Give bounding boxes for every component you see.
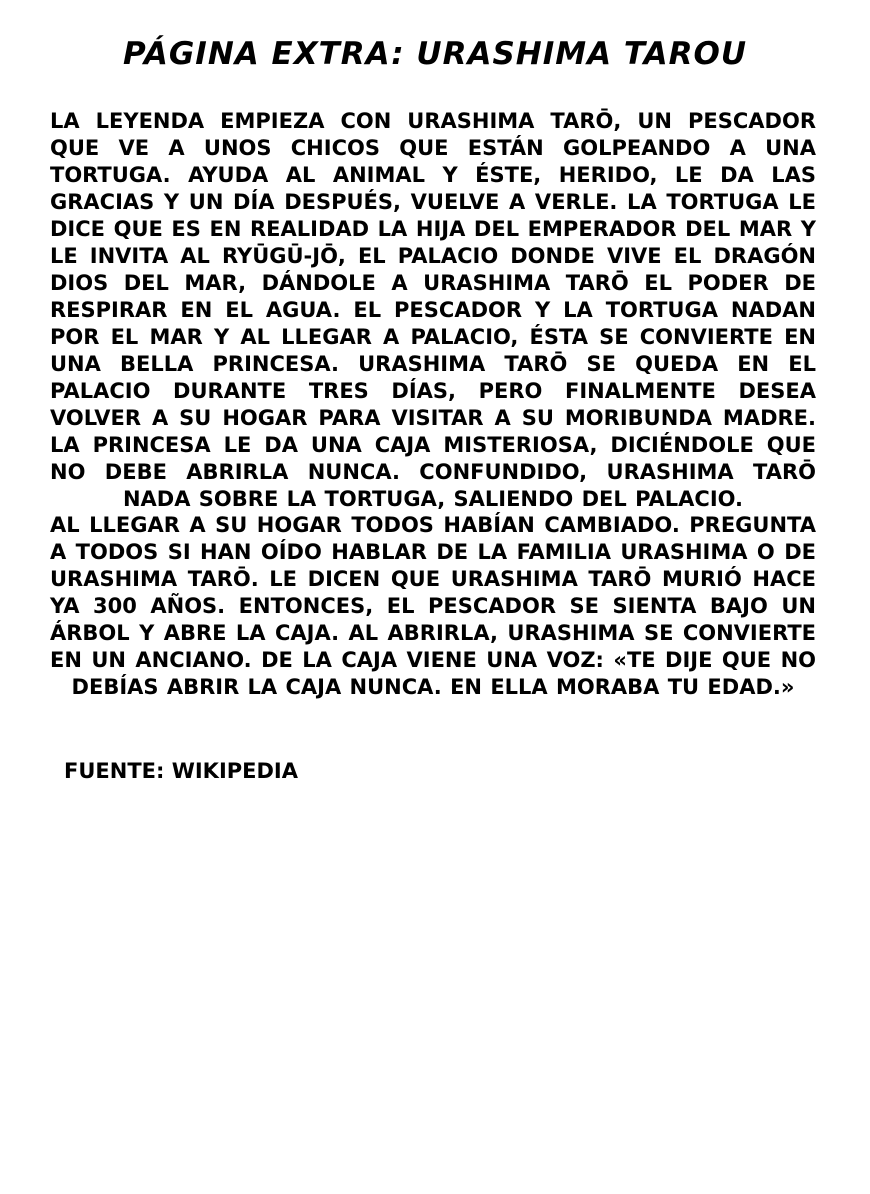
source-credit: FUENTE: WIKIPEDIA (64, 759, 298, 783)
paragraph-legend: LA LEYENDA EMPIEZA CON URASHIMA TARŌ, UN PESCADOR QUE VE A UNOS CHICOS QUE ESTÁN GOLPEANDO A UNA TORTUGA. AYUDA AL ANIMAL Y ÉSTE, HERIDO, LE DA LAS GRACIAS Y UN DÍA DESPUÉS, VUELVE A VERLE. LA TORTUGA LE DICE QUE ES EN REALIDAD LA HIJA DEL EMPERADOR DEL MAR Y LE INVITA AL RYŪGŪ-JŌ, EL PALACIO DONDE VIVE EL DRAGÓN DIOS DEL MAR, DÁNDOLE A URASHIMA TARŌ EL PODER DE RESPIRAR EN EL AGUA. EL PESCADOR Y LA TORTUGA NADAN POR EL MAR Y AL LLEGAR A PALACIO, ÉSTA SE CONVIERTE EN UNA BELLA PRINCESA. URASHIMA TARŌ SE QUEDA EN EL PALACIO DURANTE TRES DÍAS, PERO FINALMENTE DESEA VOLVER A SU HOGAR PARA VISITAR A SU MORIBUNDA MADRE. LA PRINCESA LE DA UNA CAJA MISTERIOSA, DICIÉNDOLE QUE NO DEBE ABRIRLA NUNCA. CONFUNDIDO, URASHIMA TARŌ NADA SOBRE LA TORTUGA, SALIENDO DEL PALACIO. (50, 109, 816, 511)
page-title: PÁGINA EXTRA: URASHIMA TAROU (122, 36, 748, 72)
paragraph-return: AL LLEGAR A SU HOGAR TODOS HABÍAN CAMBIADO. PREGUNTA A TODOS SI HAN OÍDO HABLAR DE LA FAMILIA URASHIMA O DE URASHIMA TARŌ. LE DICEN QUE URASHIMA TARŌ MURIÓ HACE YA 300 AÑOS. ENTONCES, EL PESCADOR SE SIENTA BAJO UN ÁRBOL Y ABRE LA CAJA. AL ABRIRLA, URASHIMA SE CONVIERTE EN UN ANCIANO. DE LA CAJA VIENE UNA VOZ: «TE DIJE QUE NO DEBÍAS ABRIR LA CAJA NUNCA. EN ELLA MORABA TU EDAD.» (50, 513, 816, 699)
